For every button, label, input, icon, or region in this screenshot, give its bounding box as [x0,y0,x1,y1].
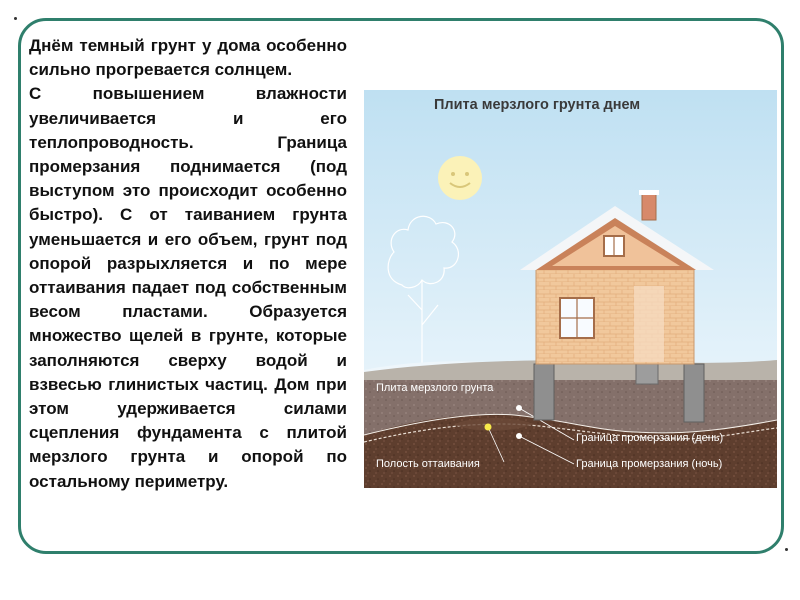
sun-icon [438,156,482,200]
foundation-pillar-left [534,364,554,420]
corner-dot [14,17,17,20]
night-boundary-point [516,433,522,439]
label-frozen-slab: Плита мерзлого грунта [376,382,494,394]
paragraph-1: Днём темный грунт у дома особенно сильно прогревается солнцем. [29,36,347,80]
corner-dot [785,548,788,551]
frozen-boundary-point [516,405,522,411]
diagram-title: Плита мерзлого грунта днем [434,97,641,113]
label-thaw-zone: Полость оттаивания [376,458,480,470]
frozen-ground-diagram [364,90,777,488]
foundation-pillar-center [636,362,658,384]
paragraph-2: С повышением влажности увеличивается и его теплопроводность. Граница промерзания поднимается (под выступом это происходит особенно быстро). С от таиванием грунта уменьшается и его объем, грунт под опорой разрыхляется и по мере оттаивания падает под собственным весом пластами. Образуется множество щелей в грунте, которые заполняются сверху водой и взвесью глинистых частиц. Дом при этом удерживается силами сцепления фундамента с плитой мерзлого грунта и опорой по остальному периметру. [29,84,347,491]
label-freeze-boundary-day: Граница промерзания (день) [576,432,724,444]
slide-body-text [29,34,347,494]
thaw-zone-point [485,424,492,431]
label-freeze-boundary-night: Граница промерзания (ночь) [576,458,723,470]
foundation-pillar-right [684,364,704,422]
